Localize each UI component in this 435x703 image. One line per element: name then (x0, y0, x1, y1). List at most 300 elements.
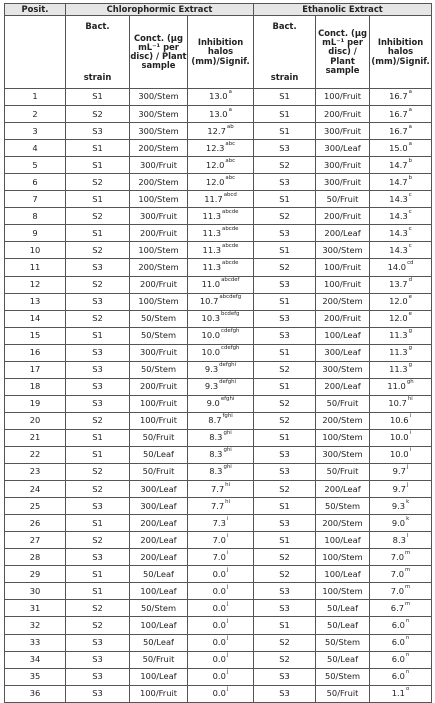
significance-letter: n (405, 669, 410, 676)
ethanol-strain-cell: S1 (254, 498, 316, 515)
significance-letter: j (226, 566, 229, 573)
ethanol-conc-cell: 50/Stem (316, 634, 370, 651)
header-halos: Inhibition halos (mm)/Signif. (188, 16, 254, 89)
ethanol-strain-cell: S2 (254, 361, 316, 378)
significance-letter: abcdef (221, 276, 240, 283)
position-cell: 2 (5, 106, 66, 123)
position-cell: 4 (5, 140, 66, 157)
significance-letter: ab (226, 123, 234, 130)
chloro-conc-cell: 300/Fruit (130, 344, 188, 361)
header-conc-ethanol: Conct. (µg mL⁻¹ per disc) / Plant sample (316, 16, 370, 89)
chloro-halo-cell: 12.7$^{ab}$ (188, 123, 254, 140)
position-cell: 22 (5, 446, 66, 463)
ethanol-conc-cell: 200/Leaf (316, 225, 370, 242)
table-row (5, 515, 432, 532)
position-cell: 1 (5, 89, 66, 106)
ethanol-strain-cell: S3 (254, 668, 316, 685)
results-table (4, 3, 432, 703)
table-row (5, 276, 432, 293)
chloro-halo-cell: 12.0$^{abc}$ (188, 157, 254, 174)
chloro-conc-cell: 100/Leaf (130, 617, 188, 634)
chloro-halo-cell: $7.7^{hi}$ (188, 481, 254, 498)
ethanol-strain-cell: S2 (254, 157, 316, 174)
ethanol-strain-cell: S2 (254, 634, 316, 651)
position-cell: 31 (5, 600, 66, 617)
chloro-strain-cell: S2 (66, 617, 130, 634)
position-cell: 13 (5, 293, 66, 310)
chloro-strain-cell: S3 (66, 651, 130, 668)
ethanol-halo-cell: 11.3$^g$ (370, 361, 432, 378)
significance-letter: n (405, 617, 410, 624)
ethanol-strain-cell: S1 (254, 378, 316, 395)
table-row (5, 668, 432, 685)
table-row (5, 174, 432, 191)
chloro-strain-cell: S2 (66, 464, 130, 481)
table-row (5, 446, 432, 463)
chloro-conc-cell: 50/Fruit (130, 429, 188, 446)
chloro-halo-cell: $10.0^{cdefgh}$ (188, 344, 254, 361)
chloro-conc-cell: 300/Stem (130, 123, 188, 140)
significance-letter: b (408, 157, 412, 164)
position-cell: 23 (5, 464, 66, 481)
ethanol-strain-cell: S1 (254, 617, 316, 634)
table-body (5, 89, 432, 703)
ethanol-conc-cell: 100/Leaf (316, 566, 370, 583)
significance-letter: m (405, 600, 411, 607)
position-cell: 33 (5, 634, 66, 651)
ethanol-strain-cell: S3 (254, 140, 316, 157)
ethanol-halo-cell: 12.0e (370, 293, 432, 310)
significance-letter: bcdefg (221, 311, 240, 318)
ethanol-conc-cell: 100/Stem (316, 549, 370, 566)
table-row (5, 242, 432, 259)
significance-letter: g (408, 328, 412, 335)
significance-letter: hi (407, 396, 413, 403)
ethanol-halo-cell: 11.0$^{gh}$ (370, 378, 432, 395)
position-cell: 35 (5, 668, 66, 685)
chloro-conc-cell: 50/Stem (130, 361, 188, 378)
ethanol-halo-cell: 6.0$^n$ (370, 651, 432, 668)
chloro-halo-cell: $8.3^{ghi}$ (188, 446, 254, 463)
ethanol-strain-cell: S3 (254, 276, 316, 293)
table-row (5, 532, 432, 549)
chloro-halo-cell: 0.0$^j$ (188, 566, 254, 583)
chloro-strain-cell: S3 (66, 549, 130, 566)
chloro-conc-cell: 50/Leaf (130, 446, 188, 463)
table-row (5, 191, 432, 208)
ethanol-halo-cell: 10.6$^i$ (370, 412, 432, 429)
chloro-conc-cell: 50/Stem (130, 327, 188, 344)
chloro-strain-cell: S1 (66, 327, 130, 344)
ethanol-halo-cell: 6.0$^n$ (370, 617, 432, 634)
chloro-conc-cell: 50/Stem (130, 600, 188, 617)
significance-letter: hi (225, 481, 231, 488)
position-cell: 32 (5, 617, 66, 634)
chloro-conc-cell: 300/Fruit (130, 208, 188, 225)
position-cell: 21 (5, 429, 66, 446)
significance-letter: abcde (222, 242, 239, 249)
significance-letter: abcd (223, 191, 237, 198)
chloro-strain-cell: S1 (66, 566, 130, 583)
chloro-strain-cell: S3 (66, 361, 130, 378)
significance-letter: abcde (222, 208, 239, 215)
chloro-conc-cell: 50/Leaf (130, 566, 188, 583)
ethanol-conc-cell: 50/Leaf (316, 651, 370, 668)
position-cell: 25 (5, 498, 66, 515)
ethanol-conc-cell: 200/Stem (316, 515, 370, 532)
significance-letter: efghi (220, 396, 235, 403)
chloro-halo-cell: $11.3^{abcde}$ (188, 242, 254, 259)
ethanol-strain-cell: S1 (254, 293, 316, 310)
ethanol-conc-cell: 300/Stem (316, 361, 370, 378)
chloro-halo-cell: 12.3$^{abc}$ (188, 140, 254, 157)
significance-letter: j (226, 600, 229, 607)
significance-letter: n (405, 652, 410, 658)
significance-letter: c (408, 191, 412, 198)
chloro-conc-cell: 50/Fruit (130, 651, 188, 668)
chloro-halo-cell: 12.0$^{abc}$ (188, 174, 254, 191)
significance-letter: m (405, 583, 411, 590)
chloro-conc-cell: 50/Leaf (130, 634, 188, 651)
significance-letter: i (226, 515, 229, 522)
table-row (5, 361, 432, 378)
ethanol-strain-cell: S3 (254, 225, 316, 242)
chloro-strain-cell: S2 (66, 208, 130, 225)
ethanol-halo-cell: 9.7$^j$ (370, 464, 432, 481)
ethanol-strain-cell: S3 (254, 327, 316, 344)
chloro-conc-cell: 200/Fruit (130, 225, 188, 242)
significance-letter: i (226, 532, 229, 539)
strain-label: strain (83, 71, 112, 82)
chloro-conc-cell: 100/Fruit (130, 685, 188, 702)
significance-letter: a (408, 106, 412, 113)
chloro-conc-cell: 100/Fruit (130, 412, 188, 429)
table-row (5, 429, 432, 446)
table-row (5, 685, 432, 702)
ethanol-halo-cell: 11.3$^g$ (370, 327, 432, 344)
header-halos-ethanol: Inhibition halos (mm)/Signif. (370, 16, 432, 89)
chloro-strain-cell: S3 (66, 293, 130, 310)
significance-letter: l (406, 532, 409, 539)
chloro-conc-cell: 100/Stem (130, 242, 188, 259)
header-bact-strain-ethanol (254, 16, 316, 89)
chloro-halo-cell: 0.0$^j$ (188, 600, 254, 617)
chloro-strain-cell: S3 (66, 634, 130, 651)
ethanol-halo-cell: 6.0$^n$ (370, 634, 432, 651)
chloro-conc-cell: 300/Stem (130, 106, 188, 123)
chloro-strain-cell: S1 (66, 157, 130, 174)
table-row (5, 651, 432, 668)
ethanol-conc-cell: 50/Fruit (316, 191, 370, 208)
position-cell: 34 (5, 651, 66, 668)
significance-letter: j (226, 652, 229, 658)
ethanol-conc-cell: 50/Fruit (316, 464, 370, 481)
significance-letter: defghi (219, 379, 237, 386)
ethanol-conc-cell: 200/Fruit (316, 310, 370, 327)
significance-letter: j (406, 481, 409, 488)
table-row (5, 481, 432, 498)
chloro-halo-cell: 13.0$^a$ (188, 89, 254, 106)
ethanol-halo-cell: 14.0$^{cd}$ (370, 259, 432, 276)
chloro-strain-cell: S1 (66, 515, 130, 532)
table-row (5, 600, 432, 617)
table-row (5, 310, 432, 327)
chloro-halo-cell: 7.3$^i$ (188, 515, 254, 532)
position-cell: 20 (5, 412, 66, 429)
chloro-halo-cell: 7.0$^i$ (188, 549, 254, 566)
ethanol-conc-cell: 50/Stem (316, 498, 370, 515)
table-row (5, 157, 432, 174)
significance-letter: b (408, 174, 412, 181)
ethanol-strain-cell: S3 (254, 515, 316, 532)
ethanol-conc-cell: 100/Fruit (316, 259, 370, 276)
chloro-halo-cell: $11.3^{abcde}$ (188, 208, 254, 225)
ethanol-strain-cell: S1 (254, 242, 316, 259)
chloro-conc-cell: 50/Stem (130, 310, 188, 327)
ethanol-conc-cell: 300/Stem (316, 242, 370, 259)
ethanol-conc-cell: 200/Leaf (316, 378, 370, 395)
table-row (5, 412, 432, 429)
ethanol-halo-cell: 8.3$^l$ (370, 532, 432, 549)
header-posit-blank (5, 16, 66, 89)
position-cell: 15 (5, 327, 66, 344)
ethanol-halo-cell: 7.0$^m$ (370, 549, 432, 566)
significance-letter: d (408, 276, 412, 283)
chloro-conc-cell: 100/Stem (130, 191, 188, 208)
ethanol-conc-cell: 50/Fruit (316, 685, 370, 702)
ethanol-conc-cell: 200/Stem (316, 412, 370, 429)
table-row (5, 344, 432, 361)
significance-letter: j (226, 686, 229, 693)
chloro-halo-cell: 0.0$^j$ (188, 583, 254, 600)
significance-letter: i (226, 549, 229, 556)
ethanol-halo-cell: $10.7^{hi}$ (370, 395, 432, 412)
table-row (5, 583, 432, 600)
ethanol-conc-cell: 50/Stem (316, 668, 370, 685)
ethanol-halo-cell: 1.1$^o$ (370, 685, 432, 702)
significance-letter: abc (225, 140, 236, 147)
position-cell: 26 (5, 515, 66, 532)
significance-letter: fghi (222, 413, 233, 420)
significance-letter: abcdefg (219, 294, 242, 301)
chloro-strain-cell: S2 (66, 106, 130, 123)
chloro-conc-cell: 200/Fruit (130, 276, 188, 293)
chloro-conc-cell: 100/Leaf (130, 668, 188, 685)
ethanol-halo-cell: 14.7$^b$ (370, 157, 432, 174)
significance-letter: g (408, 345, 412, 352)
table-row (5, 208, 432, 225)
position-cell: 30 (5, 583, 66, 600)
ethanol-strain-cell: S1 (254, 532, 316, 549)
ethanol-conc-cell: 200/Fruit (316, 208, 370, 225)
chloro-halo-cell: $8.3^{ghi}$ (188, 464, 254, 481)
significance-letter: m (405, 549, 411, 556)
chloro-conc-cell: 300/Stem (130, 89, 188, 106)
significance-letter: i (409, 430, 412, 437)
chloro-strain-cell: S2 (66, 412, 130, 429)
table-row (5, 464, 432, 481)
significance-letter: a (408, 123, 412, 130)
ethanol-strain-cell: S2 (254, 549, 316, 566)
ethanol-conc-cell: 300/Fruit (316, 123, 370, 140)
chloro-halo-cell: 0.0$^j$ (188, 617, 254, 634)
table-row (5, 327, 432, 344)
table-row (5, 634, 432, 651)
position-cell: 27 (5, 532, 66, 549)
ethanol-conc-cell: 100/Stem (316, 583, 370, 600)
significance-letter: ghi (223, 447, 232, 454)
ethanol-conc-cell: 50/Leaf (316, 617, 370, 634)
chloro-strain-cell: S3 (66, 123, 130, 140)
chloro-halo-cell: $8.3^{ghi}$ (188, 429, 254, 446)
ethanol-halo-cell: 14.3$^c$ (370, 191, 432, 208)
chloro-strain-cell: S3 (66, 344, 130, 361)
ethanol-strain-cell: S3 (254, 600, 316, 617)
significance-letter: ghi (223, 430, 232, 437)
chloro-strain-cell: S1 (66, 89, 130, 106)
table-row (5, 259, 432, 276)
ethanol-conc-cell: 100/Leaf (316, 532, 370, 549)
ethanol-halo-cell: 13.7$^d$ (370, 276, 432, 293)
position-cell: 7 (5, 191, 66, 208)
chloro-conc-cell: 200/Leaf (130, 549, 188, 566)
chloro-strain-cell: S1 (66, 583, 130, 600)
ethanol-conc-cell: 300/Fruit (316, 174, 370, 191)
chloro-conc-cell: 200/Fruit (130, 378, 188, 395)
chloro-strain-cell: S1 (66, 191, 130, 208)
chloro-halo-cell: $7.7^{hi}$ (188, 498, 254, 515)
ethanol-halo-cell: 10.0$^i$ (370, 429, 432, 446)
chloro-strain-cell: S3 (66, 498, 130, 515)
ethanol-conc-cell: 50/Leaf (316, 600, 370, 617)
position-cell: 3 (5, 123, 66, 140)
chloro-conc-cell: 300/Fruit (130, 157, 188, 174)
ethanol-conc-cell: 300/Leaf (316, 344, 370, 361)
significance-letter: ghi (223, 464, 232, 471)
ethanol-strain-cell: S1 (254, 191, 316, 208)
significance-letter: abcde (222, 259, 239, 266)
ethanol-conc-cell: 200/Leaf (316, 481, 370, 498)
ethanol-halo-cell: 15.0$^a$ (370, 140, 432, 157)
ethanol-strain-cell: S1 (254, 344, 316, 361)
significance-letter: c (408, 225, 412, 232)
ethanol-halo-cell: 9.7$^j$ (370, 481, 432, 498)
strain-label: strain (270, 71, 299, 82)
significance-letter: hi (225, 498, 231, 505)
bact-label: Bact. (85, 21, 110, 31)
ethanol-strain-cell: S1 (254, 123, 316, 140)
significance-letter: abcde (222, 225, 239, 232)
ethanol-strain-cell: S2 (254, 259, 316, 276)
significance-letter: g (408, 362, 412, 369)
header-bact-strain (66, 16, 130, 89)
bact-label: Bact. (272, 21, 297, 31)
chloro-halo-cell: $9.3^{defghi}$ (188, 378, 254, 395)
chloro-strain-cell: S2 (66, 481, 130, 498)
chloro-halo-cell: $10.7^{abcdefg}$ (188, 293, 254, 310)
header-chlorophormic-extract: Chlorophormic Extract (66, 4, 254, 16)
ethanol-conc-cell: 100/Leaf (316, 327, 370, 344)
ethanol-halo-cell: 14.3$^c$ (370, 208, 432, 225)
ethanol-conc-cell: 50/Fruit (316, 395, 370, 412)
significance-letter: j (226, 669, 229, 676)
ethanol-conc-cell: 300/Fruit (316, 157, 370, 174)
ethanol-halo-cell: 11.3$^g$ (370, 344, 432, 361)
ethanol-strain-cell: S1 (254, 429, 316, 446)
table-row (5, 123, 432, 140)
chloro-conc-cell: 200/Leaf (130, 532, 188, 549)
ethanol-halo-cell: 12.0e (370, 310, 432, 327)
ethanol-strain-cell: S3 (254, 583, 316, 600)
ethanol-halo-cell: 14.3$^c$ (370, 225, 432, 242)
ethanol-halo-cell: 16.7$^a$ (370, 89, 432, 106)
chloro-conc-cell: 100/Stem (130, 293, 188, 310)
chloro-strain-cell: S3 (66, 259, 130, 276)
chloro-halo-cell: 7.0$^i$ (188, 532, 254, 549)
significance-letter: a (408, 140, 412, 147)
ethanol-strain-cell: S1 (254, 89, 316, 106)
table-row (5, 617, 432, 634)
table-row (5, 378, 432, 395)
ethanol-strain-cell: S3 (254, 685, 316, 702)
chloro-strain-cell: S2 (66, 532, 130, 549)
significance-letter: a (228, 106, 232, 113)
chloro-strain-cell: S2 (66, 310, 130, 327)
position-cell: 6 (5, 174, 66, 191)
ethanol-halo-cell: 14.3$^c$ (370, 242, 432, 259)
significance-letter: defghi (219, 362, 237, 369)
significance-letter: cd (407, 259, 414, 266)
significance-letter: k (406, 515, 410, 522)
chloro-strain-cell: S1 (66, 140, 130, 157)
ethanol-halo-cell: 6.7$^m$ (370, 600, 432, 617)
significance-letter: e (408, 311, 412, 318)
position-cell: 29 (5, 566, 66, 583)
chloro-conc-cell: 50/Fruit (130, 464, 188, 481)
position-cell: 24 (5, 481, 66, 498)
significance-letter: abc (225, 157, 236, 164)
chloro-conc-cell: 200/Leaf (130, 515, 188, 532)
chloro-strain-cell: S3 (66, 395, 130, 412)
significance-letter: n (405, 634, 410, 641)
table-row (5, 549, 432, 566)
position-cell: 5 (5, 157, 66, 174)
significance-letter: j (226, 634, 229, 641)
chloro-conc-cell: 200/Stem (130, 259, 188, 276)
chloro-strain-cell: S3 (66, 685, 130, 702)
chloro-strain-cell: S2 (66, 242, 130, 259)
chloro-halo-cell: 0.0$^j$ (188, 685, 254, 702)
chloro-strain-cell: S1 (66, 446, 130, 463)
chloro-halo-cell: 0.0$^j$ (188, 668, 254, 685)
chloro-strain-cell: S1 (66, 429, 130, 446)
position-cell: 9 (5, 225, 66, 242)
ethanol-strain-cell: S2 (254, 481, 316, 498)
table-row (5, 566, 432, 583)
chloro-conc-cell: 300/Leaf (130, 498, 188, 515)
ethanol-halo-cell: 9.3$^k$ (370, 498, 432, 515)
chloro-conc-cell: 200/Stem (130, 140, 188, 157)
significance-letter: j (406, 464, 409, 471)
ethanol-halo-cell: 6.0$^n$ (370, 668, 432, 685)
chloro-strain-cell: S2 (66, 276, 130, 293)
ethanol-halo-cell: 16.7$^a$ (370, 106, 432, 123)
position-cell: 28 (5, 549, 66, 566)
significance-letter: c (408, 242, 412, 249)
position-cell: 16 (5, 344, 66, 361)
significance-letter: cdefgh (221, 345, 240, 352)
position-cell: 19 (5, 395, 66, 412)
